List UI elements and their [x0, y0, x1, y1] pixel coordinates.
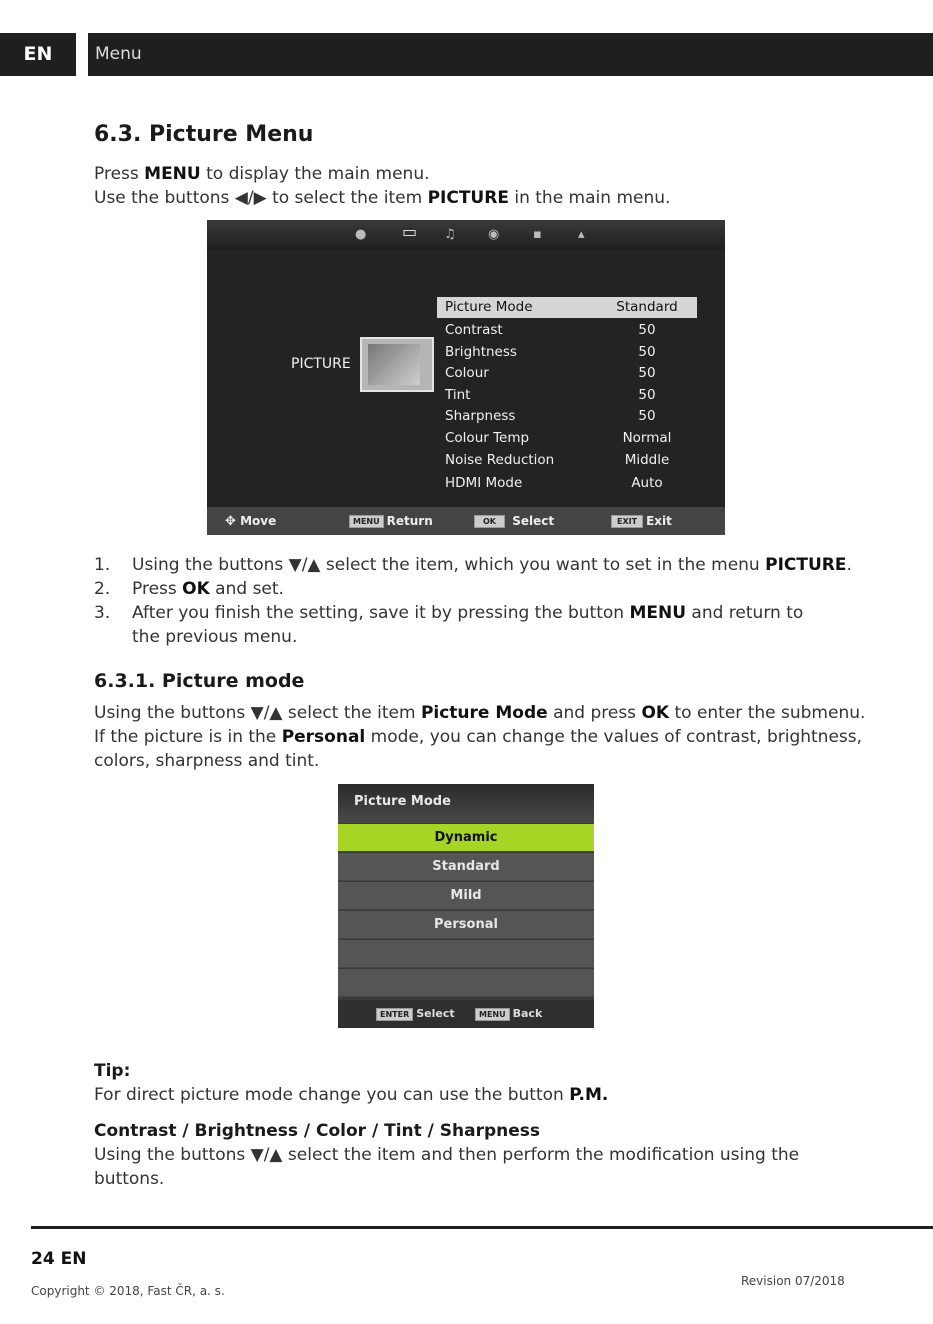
submenu-title: Picture Mode: [338, 784, 594, 823]
tv-menu-row[interactable]: Colour Temp Normal: [445, 430, 672, 446]
submenu-option[interactable]: Personal: [338, 911, 594, 939]
submenu-option[interactable]: Standard: [338, 853, 594, 881]
submenu-footer: [338, 1000, 594, 1028]
tv-side-label: PICTURE: [291, 356, 351, 372]
footer-rule: [31, 1226, 933, 1229]
picture-mode-line-1: Using the buttons ▼/▲ select the item Picture Mode and press OK to enter the submenu.: [94, 703, 866, 723]
tv-menu-row[interactable]: Sharpness 50: [445, 408, 656, 424]
tv-icon-bar: [207, 220, 725, 250]
picture-mode-submenu: [338, 784, 594, 1028]
submenu-option[interactable]: Mild: [338, 882, 594, 910]
clock-icon: ◉: [488, 227, 500, 242]
picture-mode-line-3: colors, sharpness and tint.: [94, 751, 320, 771]
copyright: Copyright © 2018, Fast ČR, a. s.: [31, 1284, 225, 1298]
subsection-title: 6.3.1. Picture mode: [94, 670, 305, 692]
back-hint: MENU Back: [475, 1000, 542, 1028]
enter-key-icon: ENTER: [376, 1008, 413, 1021]
steps-list: [94, 553, 872, 649]
adjust-heading: Contrast / Brightness / Color / Tint / Sharpness: [94, 1121, 541, 1141]
lock-icon: ▴: [578, 227, 585, 242]
tv-menu-row[interactable]: Contrast 50: [445, 322, 656, 338]
header-section-title: Menu: [95, 44, 142, 64]
submenu-option-empty: [338, 940, 594, 968]
tv-menu-row[interactable]: Picture Mode Standard: [437, 297, 697, 318]
intro-line-2: Use the buttons ◀/▶ to select the item PICTURE in the main menu.: [94, 188, 671, 208]
list-item: 2. Press OK and set.: [94, 579, 284, 599]
language-tag: EN: [0, 33, 76, 76]
intro-line-1: Press MENU to display the main menu.: [94, 164, 430, 184]
tv-menu-row[interactable]: HDMI Mode Auto: [445, 475, 663, 491]
music-icon: ♫: [444, 227, 456, 242]
menu-key-icon: MENU: [475, 1008, 510, 1021]
move-hint: ✥ Move: [225, 514, 277, 529]
header-bar: [88, 33, 933, 76]
tip-heading: Tip:: [94, 1061, 131, 1081]
tv-picture-thumbnail: [360, 337, 434, 392]
submenu-option[interactable]: Dynamic: [338, 824, 594, 852]
section-title: 6.3. Picture Menu: [94, 122, 314, 147]
select-hint: OK Select: [474, 507, 554, 535]
picture-mode-line-2: If the picture is in the Personal mode, you can change the values of contrast, brightness,: [94, 727, 863, 747]
adjust-line-1: Using the buttons ▼/▲ select the item and then perform the modification using the: [94, 1145, 800, 1165]
arrows-icon: ✥: [225, 514, 236, 529]
list-item: 3. After you finish the setting, save it by pressing the button MENU and return to the previous menu.: [94, 603, 804, 647]
ok-key-icon: OK: [474, 515, 505, 528]
tv-menu-row[interactable]: Colour 50: [445, 365, 656, 381]
exit-key-icon: EXIT: [611, 515, 643, 528]
select-hint: ENTER Select: [376, 1000, 455, 1028]
gear-icon: ●: [355, 227, 367, 242]
tv-menu-row[interactable]: Noise Reduction Middle: [445, 452, 670, 468]
adjust-line-2: buttons.: [94, 1169, 165, 1189]
page-number: 24 EN: [31, 1249, 87, 1269]
menu-key-icon: MENU: [349, 515, 384, 528]
tv-picture-menu: [207, 220, 725, 535]
monitor-icon: ▭: [402, 222, 418, 241]
exit-hint: EXIT Exit: [611, 507, 672, 535]
tv-menu-footer: [207, 507, 725, 535]
tip-text: For direct picture mode change you can use the button P.M.: [94, 1085, 609, 1105]
tv-menu-row[interactable]: Tint 50: [445, 387, 656, 403]
grid-icon: ▪: [533, 227, 542, 242]
submenu-option-empty: [338, 969, 594, 997]
return-hint: MENU Return: [349, 507, 433, 535]
tv-menu-row[interactable]: Brightness 50: [445, 344, 656, 360]
list-item: 1. Using the buttons ▼/▲ select the item, which you want to set in the menu PICTURE.: [94, 555, 852, 575]
revision: Revision 07/2018: [741, 1274, 845, 1288]
